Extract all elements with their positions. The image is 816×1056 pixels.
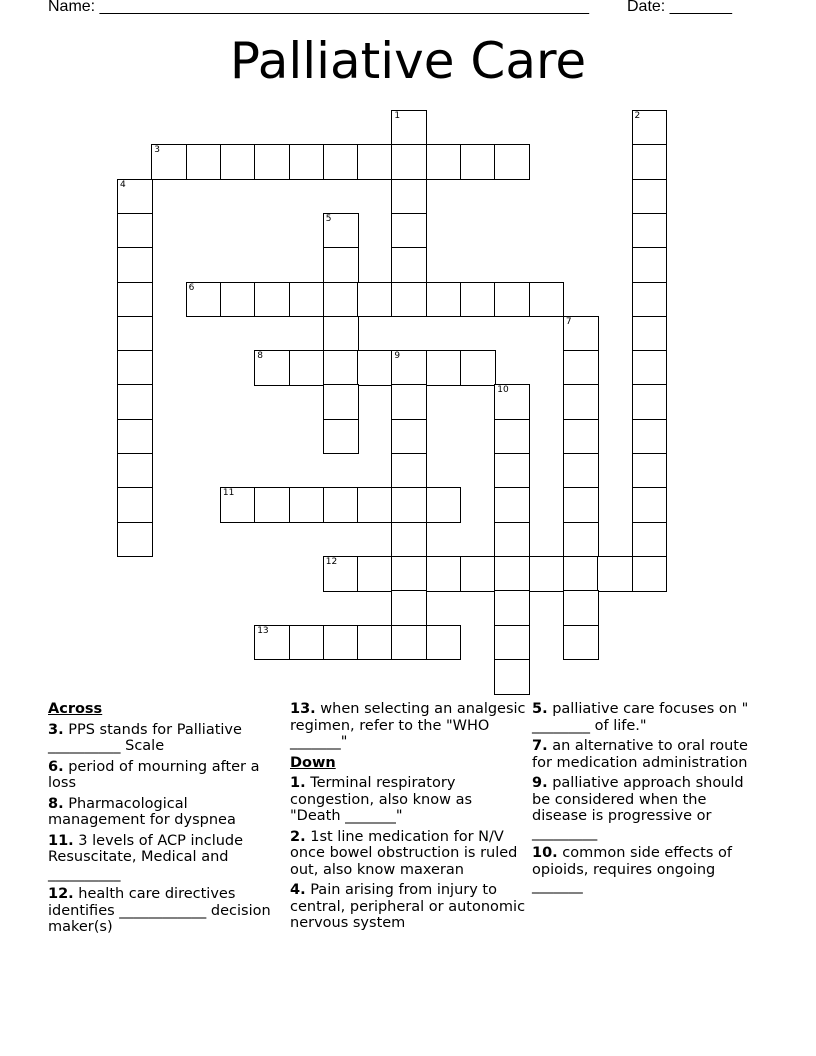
clue-number: 8. [48,795,64,812]
grid-cell[interactable] [323,419,359,455]
clue-number-label: 10 [497,385,509,396]
clue-text: period of mourning after a loss [48,758,260,791]
grid-cell[interactable] [632,487,668,523]
grid-cell[interactable] [426,282,462,318]
grid-cell[interactable] [426,625,462,661]
clue-number-label: 13 [257,625,269,636]
grid-cell[interactable] [254,282,290,318]
grid-cell[interactable] [632,316,668,352]
grid-cell[interactable] [563,419,599,455]
clue-down-5 [532,701,754,734]
clue-number: 1. [290,775,306,791]
grid-cell[interactable] [254,144,290,180]
grid-cell[interactable] [494,453,530,489]
clue-text: Pain arising from injury to central, peripheral or autonomic nervous system [290,882,526,931]
grid-cell[interactable] [186,144,222,180]
grid-cell[interactable] [632,384,668,420]
grid-cell[interactable] [426,144,462,180]
grid-cell[interactable] [563,556,599,592]
grid-cell[interactable] [632,556,668,592]
grid-cell[interactable] [494,556,530,592]
grid-cell[interactable] [391,419,427,455]
grid-cell[interactable] [391,247,427,283]
grid-cell[interactable] [323,316,359,352]
grid-cell[interactable] [563,384,599,420]
grid-cell[interactable] [117,282,153,318]
grid-cell[interactable] [391,453,427,489]
grid-cell[interactable] [117,316,153,352]
clue-text: an alternative to oral route for medication administration [532,738,748,771]
grid-cell[interactable] [220,487,256,523]
grid-cell[interactable] [426,350,462,386]
clue-down-9 [532,775,754,841]
grid-cell[interactable] [563,316,599,352]
grid-cell[interactable] [357,556,393,592]
clue-across-11 [48,833,273,883]
clue-column-1 [48,701,273,940]
grid-cell[interactable] [632,247,668,283]
grid-cell[interactable] [494,419,530,455]
grid-cell[interactable] [151,144,187,180]
clue-number-label: 1 [394,111,401,121]
grid-cell[interactable] [563,453,599,489]
grid-cell[interactable] [632,213,668,249]
clue-across-13 [290,701,526,751]
grid-cell[interactable] [254,625,290,661]
grid-cell[interactable] [391,110,427,146]
grid-cell[interactable] [494,144,530,180]
grid-cell[interactable] [632,453,668,489]
grid-cell[interactable] [323,282,359,318]
grid-cell[interactable] [632,144,668,180]
grid-cell[interactable] [289,350,325,386]
grid-cell[interactable] [563,350,599,386]
clue-number: 10. [532,845,558,861]
grid-cell[interactable] [632,110,668,146]
grid-cell[interactable] [323,247,359,283]
grid-cell[interactable] [357,625,393,661]
clue-across-6 [48,759,273,792]
clue-column-2 [290,701,526,936]
clue-down-1 [290,775,526,825]
clue-number-label: 9 [394,351,401,362]
across-heading: Across [48,701,103,717]
clue-text: Terminal respiratory congestion, also know as "Death _______" [290,775,473,824]
grid-cell[interactable] [220,144,256,180]
grid-cell[interactable] [391,487,427,523]
grid-cell[interactable] [391,384,427,420]
clue-down-4 [290,882,526,932]
grid-cell[interactable] [494,384,530,420]
clue-text: when selecting an analgesic regimen, refer to the "WHO _______" [290,701,526,750]
clue-text: common side effects of opioids, requires ongoing _______ [532,845,733,894]
grid-cell[interactable] [186,282,222,318]
clue-number: 2. [290,828,306,845]
grid-cell[interactable] [563,625,599,661]
clue-number: 6. [48,758,64,775]
grid-cell[interactable] [597,556,633,592]
grid-cell[interactable] [220,282,256,318]
clue-number: 4. [290,882,306,898]
page-title: Palliative Care [229,32,587,90]
grid-cell[interactable] [289,487,325,523]
grid-cell[interactable] [391,350,427,386]
grid-cell[interactable] [529,556,565,592]
grid-cell[interactable] [632,350,668,386]
grid-cell[interactable] [391,556,427,592]
clue-number-label: 6 [188,282,195,293]
grid-cell[interactable] [391,625,427,661]
grid-cell[interactable] [494,590,530,626]
clue-number-label: 11 [222,488,235,499]
grid-cell[interactable] [117,384,153,420]
grid-cell[interactable] [632,522,668,558]
clue-number: 5. [532,701,548,717]
grid-cell[interactable] [117,453,153,489]
name-field[interactable]: Name: _______________________________________________________ [48,0,589,15]
grid-cell[interactable] [563,487,599,523]
grid-cell[interactable] [117,179,153,215]
grid-cell[interactable] [254,350,290,386]
grid-cell[interactable] [460,282,496,318]
grid-cell[interactable] [426,556,462,592]
grid-cell[interactable] [117,213,153,249]
clue-text: PPS stands for Palliative __________ Scale [48,721,242,754]
clue-text: health care directives identifies ____________ decision maker(s) [48,886,271,935]
down-heading: Down [290,754,336,771]
clue-number-label: 5 [325,213,332,224]
grid-cell[interactable] [391,213,427,249]
clue-number: 13. [290,701,316,717]
grid-cell[interactable] [117,522,153,558]
clue-number-label: 8 [257,351,263,362]
grid-cell[interactable] [323,350,359,386]
grid-cell[interactable] [117,419,153,455]
clue-number: 7. [532,738,548,754]
grid-cell[interactable] [632,419,668,455]
grid-cell[interactable] [391,522,427,558]
grid-cell[interactable] [289,625,325,661]
clue-text: palliative care focuses on " ________ of life." [532,701,749,734]
clue-number-label: 4 [120,179,126,190]
grid-cell[interactable] [391,590,427,626]
clue-across-8 [48,796,273,829]
clue-number-label: 3 [154,145,161,156]
grid-cell[interactable] [323,487,359,523]
clue-text: palliative approach should be considered when the disease is progressive or _________ [532,775,744,841]
grid-cell[interactable] [563,590,599,626]
clue-down-10 [532,845,754,895]
grid-cell[interactable] [494,659,530,695]
clue-number: 3. [48,721,64,738]
grid-cell[interactable] [460,144,496,180]
clue-number: 9. [532,775,548,791]
grid-cell[interactable] [357,350,393,386]
grid-cell[interactable] [494,282,530,318]
clue-across-12 [48,886,273,936]
grid-cell[interactable] [117,487,153,523]
clue-number-label: 7 [565,316,572,327]
grid-cell[interactable] [494,487,530,523]
grid-cell[interactable] [563,522,599,558]
grid-cell[interactable] [460,556,496,592]
clue-across-3 [48,722,273,755]
grid-cell[interactable] [323,213,359,249]
grid-cell[interactable] [323,384,359,420]
grid-cell[interactable] [117,247,153,283]
grid-cell[interactable] [323,556,359,592]
grid-cell[interactable] [494,522,530,558]
grid-cell[interactable] [632,282,668,318]
grid-cell[interactable] [323,625,359,661]
clue-text: 1st line medication for N/V once bowel obstruction is ruled out, also know maxeran [290,828,518,878]
clue-number: 12. [48,886,74,902]
clue-column-3 [532,701,754,899]
grid-cell[interactable] [289,282,325,318]
grid-cell[interactable] [254,487,290,523]
clue-text: Pharmacological management for dyspnea [48,795,236,828]
grid-cell[interactable] [357,144,393,180]
clue-number-label: 12 [325,556,338,567]
grid-cell[interactable] [357,282,393,318]
grid-cell[interactable] [323,144,359,180]
grid-cell[interactable] [391,144,427,180]
clue-down-7 [532,738,754,771]
grid-cell[interactable] [632,179,668,215]
clue-number-label: 2 [634,111,641,121]
grid-cell[interactable] [494,625,530,661]
grid-cell[interactable] [289,144,325,180]
clue-text: 3 levels of ACP include Resuscitate, Medical and __________ [48,832,244,882]
clue-down-2 [290,829,526,879]
grid-cell[interactable] [357,487,393,523]
grid-cell[interactable] [391,179,427,215]
grid-cell[interactable] [529,282,565,318]
grid-cell[interactable] [426,487,462,523]
date-field[interactable]: Date: _______ [627,0,732,15]
clue-number: 11. [48,832,74,849]
grid-cell[interactable] [391,282,427,318]
grid-cell[interactable] [117,350,153,386]
grid-cell[interactable] [460,350,496,386]
